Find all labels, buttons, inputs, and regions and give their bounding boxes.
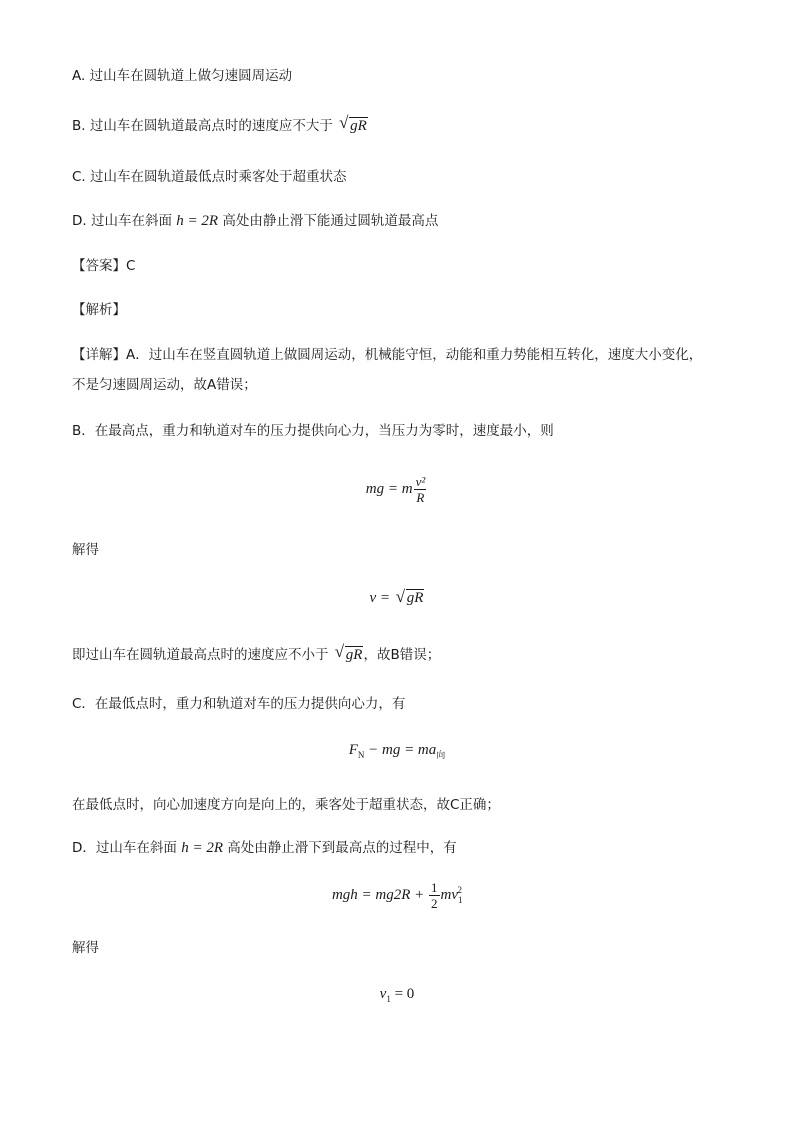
equation-4: mgh = mg2R + $\frac{1}{2}$ $mv_1^2$ — [331, 880, 463, 911]
option-d — [72, 211, 438, 231]
answer-line — [72, 256, 135, 276]
detail-c-conclusion: 在最低点时，向心加速度方向是向上的，乘客处于超重状态，故C正确； — [72, 797, 500, 813]
answer-label: 【答案】 — [72, 258, 126, 274]
option-d-prefix: D. 过山车在斜面 — [72, 213, 172, 229]
option-a — [72, 66, 292, 86]
detail-a-line1: 【详解】A．过山车在竖直圆轨道上做圆周运动，机械能守恒，动能和重力势能相互转化，速度大小变化， — [72, 347, 703, 363]
detail-b-conclusion: 即过山车在圆轨道最高点时的速度应不小于 √ gR，故B错误； — [72, 642, 441, 663]
h-eq-2R: h = 2R — [176, 213, 219, 229]
equation-3: $F_N$ − mg = $ma_向$ — [348, 742, 446, 760]
answer-value: C — [126, 258, 136, 274]
equation-2: v = √ gR — [369, 587, 424, 606]
option-b — [72, 113, 368, 136]
equation-5: $v_1 = 0$ — [379, 986, 415, 1004]
option-c — [72, 167, 347, 187]
solve-label-1: 解得 — [72, 542, 99, 558]
detail-c-line: C．在最低点时，重力和轨道对车的压力提供向心力，有 — [72, 696, 406, 712]
option-a-text: A. 过山车在圆轨道上做匀速圆周运动 — [72, 68, 293, 84]
option-b-text: B. 过山车在圆轨道最高点时的速度应不大于 — [72, 118, 333, 134]
analysis-label: 【解析】 — [72, 302, 126, 318]
equation-1: mg = m $\frac{\text{v²}}{R}$ — [365, 474, 426, 505]
sqrt-gR-2: √ gR — [334, 642, 363, 663]
detail-a-line2: 不是匀速圆周运动，故A错误； — [72, 377, 257, 393]
sqrt-gR: √ gR — [339, 113, 367, 134]
solve-label-2: 解得 — [72, 940, 99, 956]
option-c-text: C. 过山车在圆轨道最低点时乘客处于超重状态 — [72, 169, 347, 185]
detail-b-line: B．在最高点，重力和轨道对车的压力提供向心力，当压力为零时，速度最小，则 — [72, 423, 554, 439]
detail-d-line: D．过山车在斜面 h = 2R 高处由静止滑下到最高点的过程中，有 — [72, 840, 457, 856]
option-d-suffix: 高处由静止滑下能通过圆轨道最高点 — [222, 213, 439, 229]
